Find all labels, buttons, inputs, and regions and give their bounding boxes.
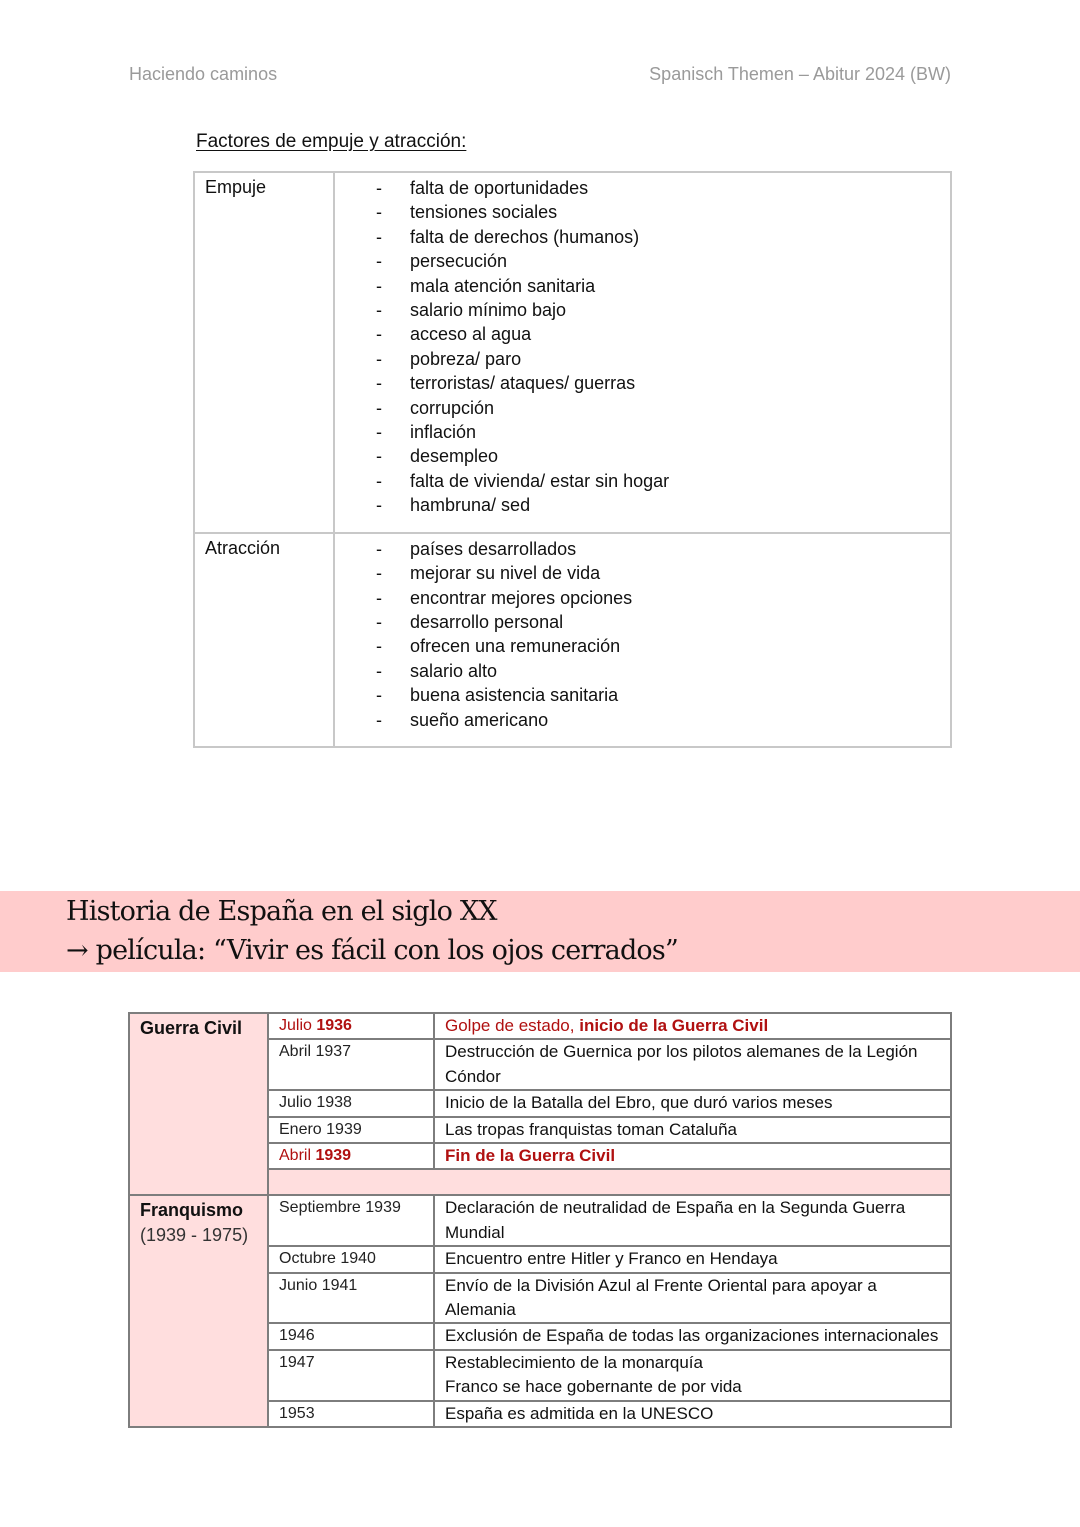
list-item: - acceso al agua <box>335 322 950 346</box>
event-cell <box>434 1013 951 1039</box>
event-cell: España es admitida en la UNESCO <box>434 1401 951 1427</box>
pull-label: Atracción <box>194 533 334 747</box>
event-cell: Encuentro entre Hitler y Franco en Hendaya <box>434 1246 951 1272</box>
event-cell: Exclusión de España de todas las organizaciones internacionales <box>434 1323 951 1349</box>
list-item: - pobreza/ paro <box>335 347 950 371</box>
list-item: - falta de vivienda/ estar sin hogar <box>335 469 950 493</box>
pull-list <box>335 537 950 732</box>
list-item: - países desarrollados <box>335 537 950 561</box>
event-text: Restablecimiento de la monarquía <box>445 1352 703 1372</box>
list-item: - terroristas/ ataques/ guerras <box>335 371 950 395</box>
event-cell: Inicio de la Batalla del Ebro, que duró varios meses <box>434 1090 951 1116</box>
event-text: Golpe de estado, <box>445 1016 580 1035</box>
factors-title: Factores de empuje y atracción: <box>196 131 467 152</box>
date-month: Julio <box>279 1017 312 1034</box>
factors-table <box>193 171 952 748</box>
push-label: Empuje <box>194 172 334 533</box>
event-text-bold: inicio de la Guerra Civil <box>579 1016 769 1035</box>
table-row <box>129 1013 951 1039</box>
list-item: - falta de derechos (humanos) <box>335 225 950 249</box>
list-item: - falta de oportunidades <box>335 176 950 200</box>
list-item: - salario mínimo bajo <box>335 298 950 322</box>
history-table <box>128 1012 952 1428</box>
history-subtitle: → película: “Vivir es fácil con los ojos cerrados” <box>66 935 678 966</box>
list-item: - ofrecen una remuneración <box>335 634 950 658</box>
event-cell: Fin de la Guerra Civil <box>434 1143 951 1169</box>
date-year: 1939 <box>315 1147 352 1165</box>
event-cell <box>434 1350 951 1401</box>
period-name: Guerra Civil <box>140 1018 243 1038</box>
event-cell: Envío de la División Azul al Frente Oriental para apoyar a Alemania <box>434 1273 951 1324</box>
date-year: 1936 <box>316 1017 352 1034</box>
list-item: - tensiones sociales <box>335 200 950 224</box>
period-name: Franquismo <box>140 1200 244 1221</box>
table-row <box>129 1195 951 1246</box>
header-left: Haciendo caminos <box>129 64 278 84</box>
list-item: - desempleo <box>335 444 950 468</box>
list-item: - hambruna/ sed <box>335 493 950 517</box>
event-cell: Declaración de neutralidad de España en la Segunda Guerra Mundial <box>434 1195 951 1246</box>
date-cell <box>268 1013 434 1039</box>
push-list <box>335 176 950 518</box>
list-item: - inflación <box>335 420 950 444</box>
period-years: (1939 - 1975) <box>140 1224 249 1245</box>
date-cell: 1953 <box>268 1401 434 1427</box>
event-cell: Destrucción de Guernica por los pilotos alemanes de la Legión Cóndor <box>434 1039 951 1090</box>
header-right: Spanisch Themen – Abitur 2024 (BW) <box>649 64 951 84</box>
history-title: Historia de España en el siglo XX <box>66 896 497 927</box>
list-item: - salario alto <box>335 659 950 683</box>
list-item: - mejorar su nivel de vida <box>335 561 950 585</box>
event-text: Franco se hace gobernante de por vida <box>445 1377 742 1397</box>
push-row <box>194 172 951 533</box>
list-item: - mala atención sanitaria <box>335 274 950 298</box>
date-cell: Septiembre 1939 <box>268 1195 434 1246</box>
date-cell: Octubre 1940 <box>268 1246 434 1272</box>
list-item: - persecución <box>335 249 950 273</box>
date-cell: Julio 1938 <box>268 1090 434 1116</box>
spacer-cell <box>268 1169 951 1195</box>
event-cell: Las tropas franquistas toman Cataluña <box>434 1117 951 1143</box>
date-cell: 1946 <box>268 1323 434 1349</box>
period-cell-franquismo <box>129 1195 268 1427</box>
list-item: - desarrollo personal <box>335 610 950 634</box>
date-cell: 1947 <box>268 1350 434 1401</box>
push-list-cell <box>334 172 951 533</box>
date-cell <box>268 1143 434 1169</box>
date-month: Abril <box>279 1147 312 1165</box>
date-cell: Enero 1939 <box>268 1117 434 1143</box>
history-banner <box>0 891 1080 972</box>
date-cell: Abril 1937 <box>268 1039 434 1090</box>
pull-list-cell <box>334 533 951 747</box>
period-cell-guerra-civil <box>129 1013 268 1195</box>
list-item: - encontrar mejores opciones <box>335 586 950 610</box>
list-item: - corrupción <box>335 396 950 420</box>
pull-row <box>194 533 951 747</box>
list-item: - sueño americano <box>335 708 950 732</box>
list-item: - buena asistencia sanitaria <box>335 683 950 707</box>
date-cell: Junio 1941 <box>268 1273 434 1324</box>
